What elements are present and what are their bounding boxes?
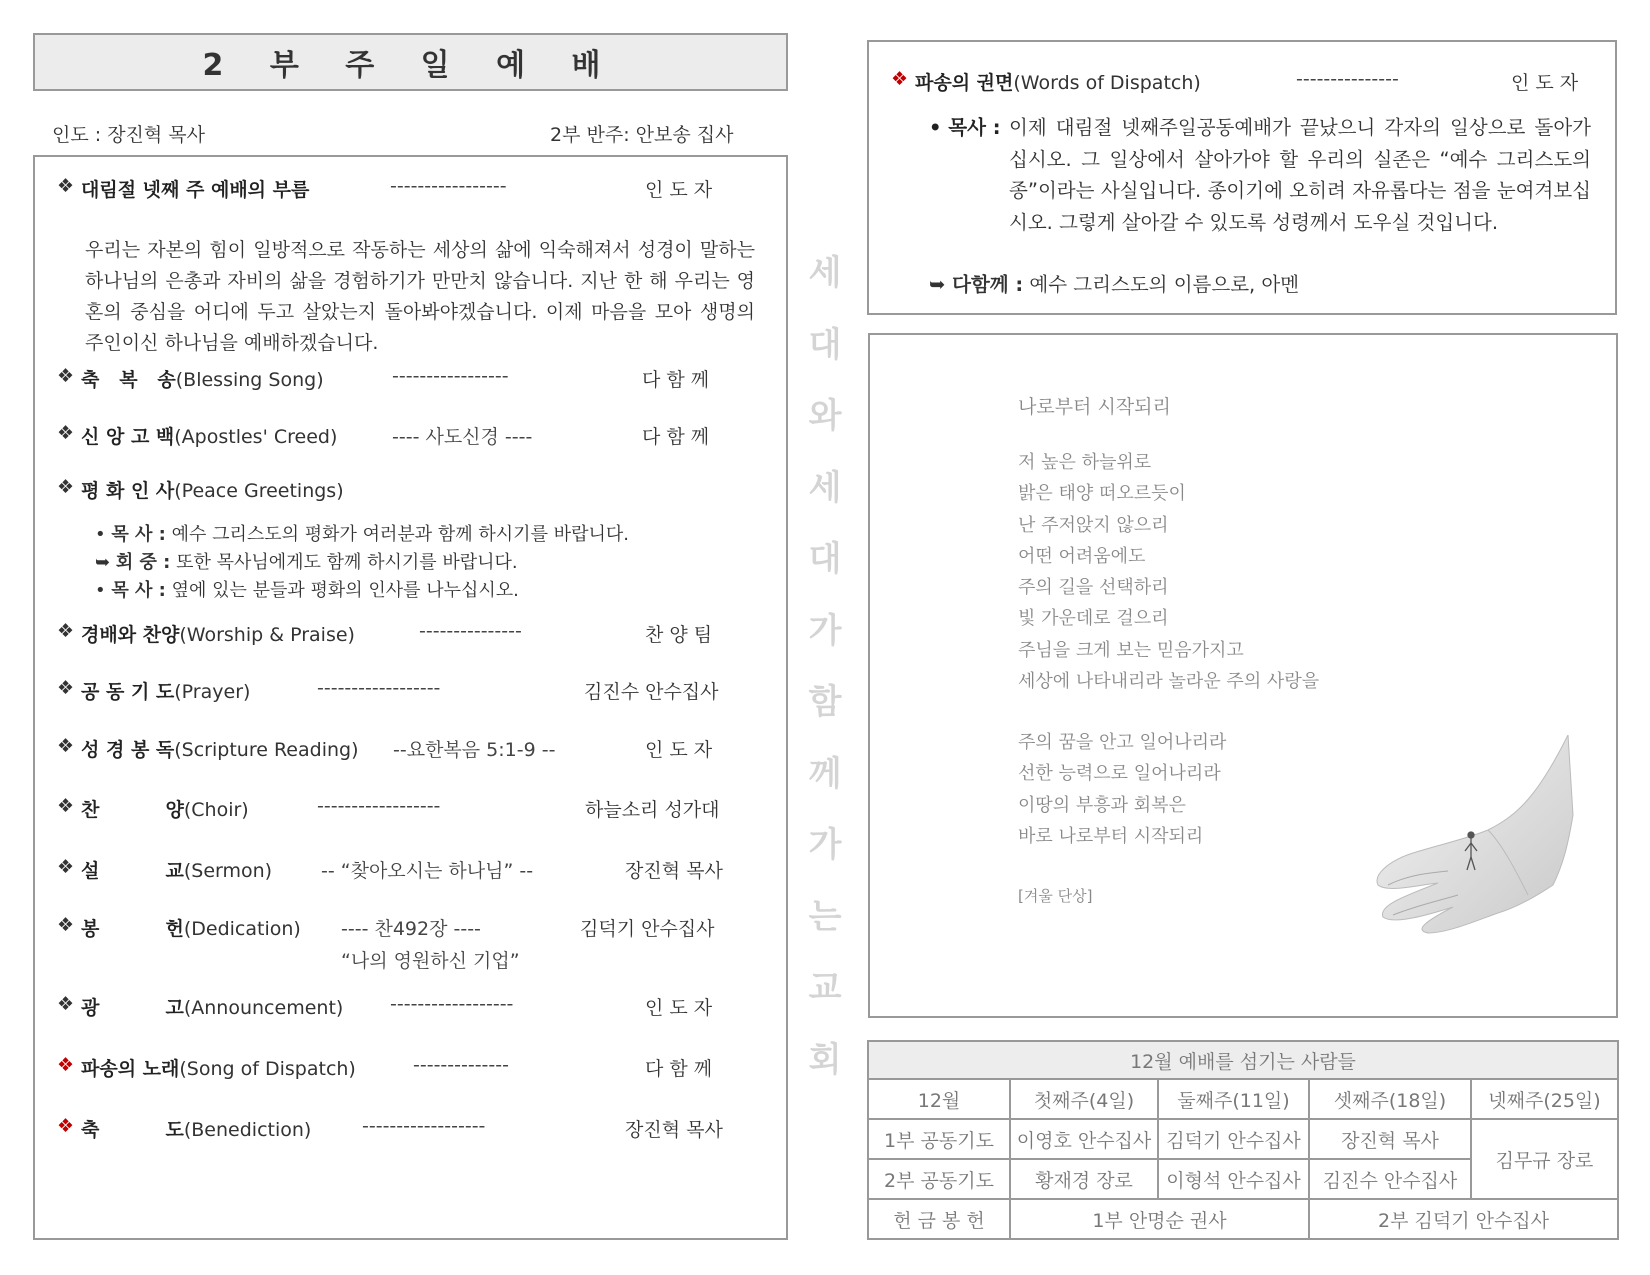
diamond-bullet-icon: ❖ (57, 677, 75, 699)
dispatch-dash: --------------- (1296, 68, 1399, 90)
order-item-leader: 다 함 께 (642, 369, 710, 391)
order-item-title: 찬 양 (81, 799, 184, 821)
order-item-english: (Peace Greetings) (174, 480, 344, 502)
schedule-cell: 2부 김덕기 안수집사 (1309, 1199, 1618, 1239)
order-item-title: 설 교 (81, 860, 184, 882)
order-item-dash: -- “찾아오시는 하나님” -- (321, 860, 534, 882)
schedule-cell: 김덕기 안수집사 (1158, 1119, 1309, 1159)
motto-char: 와 (808, 396, 842, 436)
order-item-english: (Scripture Reading) (174, 739, 359, 761)
accompanist-info: 2부 반주: 안보송 집사 (550, 124, 734, 146)
order-item-dedication (57, 914, 767, 944)
december-schedule-table (867, 1040, 1619, 1240)
greeting-text: 또한 목사님에게도 함께 하시기를 바랍니다. (170, 552, 518, 573)
schedule-cell-fourth-week: 김무규 장로 (1471, 1119, 1618, 1199)
poem-line: 난 주저앉지 않으리 (1018, 515, 1169, 536)
order-item-english: (Sermon) (183, 860, 273, 882)
greeting-role: 회 중 : (115, 552, 171, 573)
arrow-bullet-icon: ➥ (95, 552, 111, 573)
diamond-bullet-icon: ❖ (57, 620, 75, 642)
order-item-title: 평 화 인 사 (81, 480, 175, 502)
schedule-cell: 이영호 안수집사 (1010, 1119, 1158, 1159)
order-item-leader: 인 도 자 (645, 179, 713, 201)
order-item-choir (57, 795, 767, 825)
motto-char: 께 (808, 753, 842, 794)
schedule-cell: 1부 공동기도 (868, 1119, 1010, 1159)
poem-line: 저 높은 하늘위로 (1018, 452, 1152, 473)
poem-box (868, 333, 1618, 1018)
motto-char: 가 (808, 610, 842, 651)
pastor-label: • 목사 : (929, 116, 1001, 139)
order-item-leader: 다 함 께 (645, 1058, 713, 1080)
order-item-dash: -------------- (413, 1054, 509, 1076)
congregation-text: 예수 그리스도의 이름으로, 아멘 (1023, 273, 1300, 296)
order-item-english: (Worship & Praise) (179, 624, 355, 646)
poem-line: 주의 길을 선택하리 (1018, 577, 1169, 598)
motto-char: 대 (808, 539, 842, 579)
schedule-title: 12월 예배를 섬기는 사람들 (868, 1041, 1618, 1079)
diamond-bullet-icon: ❖ (57, 914, 75, 936)
order-item-english: (Dedication) (183, 918, 301, 940)
pastor-dispatch-text: 이제 대림절 넷째주일공동예배가 끝났으니 각자의 일상으로 돌아가십시오. 그 일상에서 살아가야 할 우리의 실존은 “예수 그리스도의 종”이라는 사실입니다. 종이기에 오히려 자유롭다는 점을 눈여겨보십시오. 그렇게 살아갈 수 있도록 성령께서 도우실 것입니다. (1009, 116, 1591, 234)
poem-line: 이땅의 부흥과 회복은 (1018, 795, 1186, 816)
poem-source: [겨울 단상] (1018, 887, 1093, 905)
schedule-header-cell: 12월 (868, 1079, 1010, 1119)
dedication-hymn-row (57, 946, 767, 976)
diamond-bullet-icon: ❖ (57, 175, 75, 197)
peace-greeting-line (95, 576, 519, 602)
order-item-leader: 김진수 안수집사 (584, 681, 719, 703)
order-item-title: 경배와 찬양 (81, 624, 180, 646)
order-item-english: (Apostles' Creed) (174, 426, 338, 448)
poem-line: 빛 가운데로 걸으리 (1018, 608, 1169, 629)
order-item-title: 성 경 봉 독 (81, 739, 175, 761)
schedule-cell: 2부 공동기도 (868, 1159, 1010, 1199)
diamond-bullet-icon: ❖ (57, 795, 75, 817)
order-item-dispatch-song (57, 1054, 767, 1084)
motto-char: 세 (808, 467, 842, 508)
poem-line: 세상에 나타내리라 놀라운 주의 사랑을 (1018, 671, 1320, 692)
red-diamond-bullet-icon: ❖ (57, 1054, 75, 1076)
order-item-title: 광 고 (81, 997, 184, 1019)
diamond-bullet-icon: ❖ (57, 365, 75, 387)
order-item-announcement (57, 993, 767, 1023)
schedule-header-cell: 넷째주(25일) (1471, 1079, 1618, 1119)
order-item-leader: 장진혁 목사 (625, 1119, 723, 1141)
motto-char: 세 (808, 253, 842, 293)
schedule-cell: 황재경 장로 (1010, 1159, 1158, 1199)
order-item-leader: 장진혁 목사 (625, 860, 723, 882)
schedule-header-cell: 첫째주(4일) (1010, 1079, 1158, 1119)
order-item-dash: ------------------ (362, 1115, 486, 1137)
order-item-worship-praise (57, 620, 767, 650)
dispatch-header (891, 68, 1596, 98)
order-item-dash: --요한복음 5:1-9 -- (393, 739, 556, 761)
order-item-sermon (57, 856, 767, 886)
order-item-dash: ------------------ (317, 795, 441, 817)
order-item-dash: ----------------- (392, 365, 509, 387)
peace-greeting-line (95, 520, 629, 546)
diamond-bullet-icon: ❖ (57, 422, 75, 444)
leader-info: 인도 : 장진혁 목사 (52, 124, 205, 146)
order-item-title: 봉 헌 (81, 918, 184, 940)
order-item-title: 공 동 기 도 (81, 681, 175, 703)
motto-char: 대 (808, 324, 842, 365)
order-item-english: (Song of Dispatch) (179, 1058, 356, 1080)
schedule-cell: 1부 안명순 권사 (1010, 1199, 1309, 1239)
order-item-dash: ---- 찬492장 ---- (341, 918, 481, 940)
congregation-label: ➥ 다함께 : (929, 273, 1024, 296)
call-to-worship-text: 우리는 자본의 힘이 일방적으로 작동하는 세상의 삶에 익숙해져서 성경이 말하는 하나님의 은총과 자비의 삶을 경험하기가 만만치 않습니다. 지난 한 해 우리는 영혼의 중심을 어디에 두고 살았는지 돌아봐야겠습니다. 이제 마음을 모아 생명의 주인이신 하나님을 예배하겠습니다. (85, 239, 755, 354)
order-item-blessing-song (57, 365, 767, 395)
poem-line: 선한 능력으로 일어나리라 (1018, 763, 1221, 784)
motto-char: 가 (808, 825, 842, 865)
order-item-dash: ----------------- (390, 175, 507, 197)
order-item-english: (Benediction) (183, 1119, 312, 1141)
diamond-bullet-icon: ❖ (57, 993, 75, 1015)
order-item-scripture (57, 735, 767, 765)
dispatch-title-english: (Words of Dispatch) (1013, 72, 1201, 94)
order-item-dash: ------------------ (317, 677, 441, 699)
dispatch-leader: 인 도 자 (1511, 72, 1579, 94)
bullet-icon: • (95, 524, 106, 545)
order-item-creed (57, 422, 767, 452)
schedule-cell: 김진수 안수집사 (1309, 1159, 1471, 1199)
service-title-box (33, 33, 788, 91)
order-item-leader: 인 도 자 (645, 739, 713, 761)
order-item-dash: ---- 사도신경 ---- (392, 426, 533, 448)
order-item-leader: 다 함 께 (642, 426, 710, 448)
order-item-title: 신 앙 고 백 (81, 426, 175, 448)
poem-title: 나로부터 시작되리 (1018, 396, 1171, 418)
order-item-leader: 김덕기 안수집사 (580, 918, 715, 940)
order-item-title: 축 복 송 (81, 369, 176, 391)
order-item-leader: 찬 양 팀 (645, 624, 713, 646)
order-item-english: (Announcement) (183, 997, 344, 1019)
dedication-hymn: “나의 영원하신 기업” (341, 950, 520, 972)
order-of-service (33, 155, 788, 1240)
motto-char: 교 (808, 968, 842, 1008)
poem-line: 어떤 어려움에도 (1018, 546, 1146, 567)
peace-greeting-line (95, 548, 518, 574)
motto-char: 는 (808, 896, 842, 937)
bullet-icon: • (95, 580, 106, 601)
order-item-leader: 인 도 자 (645, 997, 713, 1019)
order-item-title: 파송의 노래 (81, 1058, 180, 1080)
order-item-english: (Choir) (183, 799, 249, 821)
order-item-english: (Prayer) (174, 681, 251, 703)
poem-line: 바로 나로부터 시작되리 (1018, 826, 1204, 847)
order-item-prayer (57, 677, 767, 707)
poem-line: 주님을 크게 보는 믿음가지고 (1018, 640, 1244, 661)
poem-line: 주의 꿈을 안고 일어나리라 (1018, 732, 1227, 753)
order-item-dash: --------------- (419, 620, 522, 642)
order-item-dash: ------------------ (390, 993, 514, 1015)
diamond-bullet-icon: ❖ (57, 476, 75, 498)
motto-char: 함 (808, 682, 842, 722)
order-item-title: 축 도 (81, 1119, 184, 1141)
order-item-peace-greetings (57, 476, 767, 506)
order-item-call-to-worship (57, 175, 767, 205)
service-title: 2 부 주 일 예 배 (202, 48, 619, 83)
schedule-cell: 장진혁 목사 (1309, 1119, 1471, 1159)
red-diamond-bullet-icon: ❖ (891, 68, 909, 90)
greeting-text: 옆에 있는 분들과 평화의 인사를 나누십시오. (165, 580, 519, 601)
diamond-bullet-icon: ❖ (57, 856, 75, 878)
motto-char: 회 (808, 1039, 842, 1080)
congregation-response (929, 269, 1299, 297)
diamond-bullet-icon: ❖ (57, 735, 75, 757)
order-item-benediction (57, 1115, 767, 1145)
vertical-motto (805, 245, 845, 1103)
greeting-role: 목 사 : (111, 580, 166, 601)
greeting-role: 목 사 : (111, 524, 166, 545)
schedule-cell: 이형석 안수집사 (1158, 1159, 1309, 1199)
schedule-cell: 헌 금 봉 헌 (868, 1199, 1010, 1239)
schedule-header-cell: 둘째주(11일) (1158, 1079, 1309, 1119)
order-item-english: (Blessing Song) (175, 369, 324, 391)
hand-illustration (1368, 735, 1578, 935)
order-item-leader: 하늘소리 성가대 (585, 799, 720, 821)
schedule-header-cell: 셋째주(18일) (1309, 1079, 1471, 1119)
red-diamond-bullet-icon: ❖ (57, 1115, 75, 1137)
dispatch-words-box (867, 40, 1617, 315)
dispatch-title: 파송의 권면 (915, 72, 1014, 94)
poem-line: 밝은 태양 떠오르듯이 (1018, 483, 1186, 504)
order-item-title: 대림절 넷째 주 예배의 부름 (81, 179, 310, 201)
greeting-text: 예수 그리스도의 평화가 여러분과 함께 하시기를 바랍니다. (165, 524, 629, 545)
